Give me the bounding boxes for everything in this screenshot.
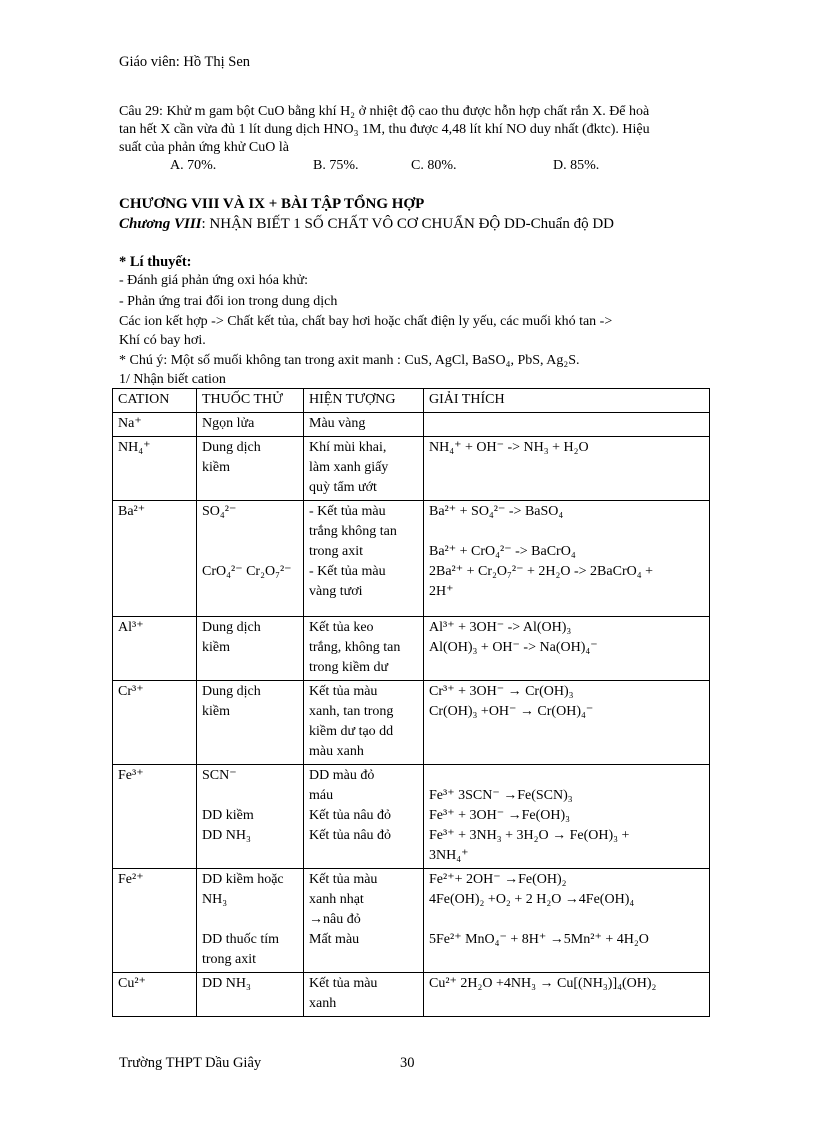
theory-line-2: - Phản ứng trai đổi ion trong dung dịch [119, 294, 338, 309]
explanation: Cr(OH)₃ +OH⁻ → Cr(OH)₄⁻ [429, 704, 594, 719]
phenomenon: xanh nhạt [309, 892, 364, 907]
theory-line-4: Khí có bay hơi. [119, 333, 206, 348]
phenomenon: xanh, tan trong [309, 704, 394, 719]
reagent: Dung dịch [202, 684, 261, 699]
phenomenon: →nâu đỏ [309, 912, 361, 927]
reagent: DD NH₃ [202, 828, 251, 843]
reagent: Ngọn lửa [202, 416, 255, 431]
phenomenon: màu xanh [309, 744, 364, 759]
theory-line-1: - Đánh giá phản ứng oxi hóa khử: [119, 273, 308, 288]
phenomenon: trắng không tan [309, 524, 397, 539]
phenomenon: Kết tủa keo [309, 620, 374, 635]
reagent: CrO₄²⁻ Cr₂O₇²⁻ [202, 564, 292, 579]
option-b: B. 75%. [313, 158, 359, 173]
cation: Ba²⁺ [118, 504, 146, 519]
cation: Al³⁺ [118, 620, 144, 635]
cation-table [112, 388, 710, 1017]
cation: Fe³⁺ [118, 768, 144, 783]
chapter-subtitle [119, 216, 614, 233]
reagent: DD kiềm hoặc [202, 872, 284, 887]
table-row [113, 437, 710, 501]
reagent: DD kiềm [202, 808, 254, 823]
explanation: Cu²⁺ 2H₂O +4NH₃ → Cu[(NH₃)]₄(OH)₂ [429, 976, 657, 991]
phenomenon: Màu vàng [309, 416, 366, 431]
phenomenon: Kết tủa nâu đỏ [309, 808, 392, 823]
explanation: Al³⁺ + 3OH⁻ -> Al(OH)₃ [429, 620, 572, 635]
explanation: 3NH₄⁺ [429, 848, 469, 863]
cation: NH₄⁺ [118, 440, 151, 455]
question-line-1: Câu 29: Khử m gam bột CuO bằng khí H₂ ở nhiệt độ cao thu được hỗn hợp chất rắn X. Để hoà [119, 104, 650, 119]
reagent: SO₄²⁻ [202, 504, 237, 519]
table-row [113, 413, 710, 437]
explanation: Al(OH)₃ + OH⁻ -> Na(OH)₄⁻ [429, 640, 598, 655]
cation: Fe²⁺ [118, 872, 144, 887]
explanation: NH₄⁺ + OH⁻ -> NH₃ + H₂O [429, 440, 589, 455]
question-line-3: suất của phản ứng khử CuO là [119, 140, 289, 155]
phenomenon: vàng tươi [309, 584, 363, 599]
cation: Cr³⁺ [118, 684, 144, 699]
phenomenon: Kết tủa nâu đỏ [309, 828, 392, 843]
chapter-title: CHƯƠNG VIII VÀ IX + BÀI TẬP TỔNG HỢP [119, 196, 425, 212]
option-c: C. 80%. [411, 158, 457, 173]
table-row [113, 681, 710, 765]
table-row [113, 765, 710, 869]
explanation: Cr³⁺ + 3OH⁻ → Cr(OH)₃ [429, 684, 574, 699]
table-row [113, 973, 710, 1017]
phenomenon: Kết tủa màu [309, 684, 378, 699]
phenomenon: kiềm dư tạo dd [309, 724, 394, 739]
explanation: 2Ba²⁺ + Cr₂O₇²⁻ + 2H₂O -> 2BaCrO₄ + [429, 564, 653, 579]
phenomenon: Khí mùi khai, [309, 440, 387, 455]
table-row [113, 617, 710, 681]
theory-heading: * Lí thuyết: [119, 254, 192, 270]
theory-line-5: * Chú ý: Một số muối không tan trong axit manh : CuS, AgCl, BaSO₄, PbS, Ag₂S. [119, 353, 580, 368]
col-header-cation: CATION [113, 389, 197, 413]
cation: Cu²⁺ [118, 976, 146, 991]
reagent: trong axit [202, 952, 257, 967]
explanation: Ba²⁺ + SO₄²⁻ -> BaSO₄ [429, 504, 564, 519]
phenomenon: - Kết tủa màu [309, 564, 386, 579]
reagent: Dung dịch [202, 440, 261, 455]
reagent: kiềm [202, 460, 230, 475]
explanation: Fe³⁺ + 3OH⁻ →Fe(OH)₃ [429, 808, 571, 823]
theory-line-6: 1/ Nhận biết cation [119, 372, 226, 387]
option-d: D. 85%. [553, 158, 600, 173]
table-row [113, 501, 710, 617]
reagent: Dung dịch [202, 620, 261, 635]
explanation: Fe³⁺ + 3NH₃ + 3H₂O → Fe(OH)₃ + [429, 828, 630, 843]
option-a: A. 70%. [170, 158, 217, 173]
explanation: 5Fe²⁺ MnO₄⁻ + 8H⁺ →5Mn²⁺ + 4H₂O [429, 932, 649, 947]
reagent: kiềm [202, 640, 230, 655]
col-header-reagent: THUỐC THỬ [197, 389, 304, 413]
phenomenon: Mất màu [309, 932, 360, 947]
col-header-phenomenon: HIỆN TƯỢNG [304, 389, 424, 413]
chapter-label: Chương VIII [119, 216, 202, 232]
phenomenon: trong axit [309, 544, 364, 559]
page-number: 30 [400, 1055, 415, 1071]
phenomenon: Kết tủa màu [309, 976, 378, 991]
phenomenon: Kết tủa màu [309, 872, 378, 887]
explanation: Fe³⁺ 3SCN⁻ →Fe(SCN)₃ [429, 788, 573, 803]
teacher-header: Giáo viên: Hồ Thị Sen [119, 54, 251, 70]
reagent: NH₃ [202, 892, 228, 907]
phenomenon: DD màu đỏ [309, 768, 375, 783]
reagent: kiềm [202, 704, 230, 719]
reagent: DD thuốc tím [202, 932, 279, 947]
phenomenon: quỳ tẩm ướt [309, 480, 377, 495]
table-header-row [113, 389, 710, 413]
cation: Na⁺ [118, 416, 142, 431]
reagent: DD NH₃ [202, 976, 251, 991]
phenomenon: trắng, không tan [309, 640, 401, 655]
explanation: Ba²⁺ + CrO₄²⁻ -> BaCrO₄ [429, 544, 576, 559]
table-row [113, 869, 710, 973]
question-line-2: tan hết X cần vừa đủ 1 lít dung dịch HNO₃ 1M, thu được 4,48 lít khí NO duy nhất (đktc). Hiệu [119, 122, 650, 137]
footer-school: Trường THPT Dầu Giây [119, 1055, 262, 1071]
phenomenon: - Kết tủa màu [309, 504, 386, 519]
phenomenon: trong kiềm dư [309, 660, 389, 675]
explanation: Fe²⁺+ 2OH⁻ →Fe(OH)₂ [429, 872, 567, 887]
phenomenon: làm xanh giấy [309, 460, 389, 475]
phenomenon: xanh [309, 996, 337, 1011]
col-header-explanation: GIẢI THÍCH [424, 389, 710, 413]
explanation: 4Fe(OH)₂ +O₂ + 2 H₂O →4Fe(OH)₄ [429, 892, 635, 907]
phenomenon: máu [309, 788, 334, 803]
theory-line-3: Các ion kết hợp -> Chất kết tủa, chất bay hơi hoặc chất điện ly yếu, các muối khó tan -> [119, 314, 613, 329]
reagent: SCN⁻ [202, 768, 237, 783]
explanation: 2H⁺ [429, 584, 454, 599]
chapter-sub-text: : NHẬN BIẾT 1 SỐ CHẤT VÔ CƠ CHUẨN ĐỘ DD-Chuẩn độ DD [201, 216, 615, 232]
